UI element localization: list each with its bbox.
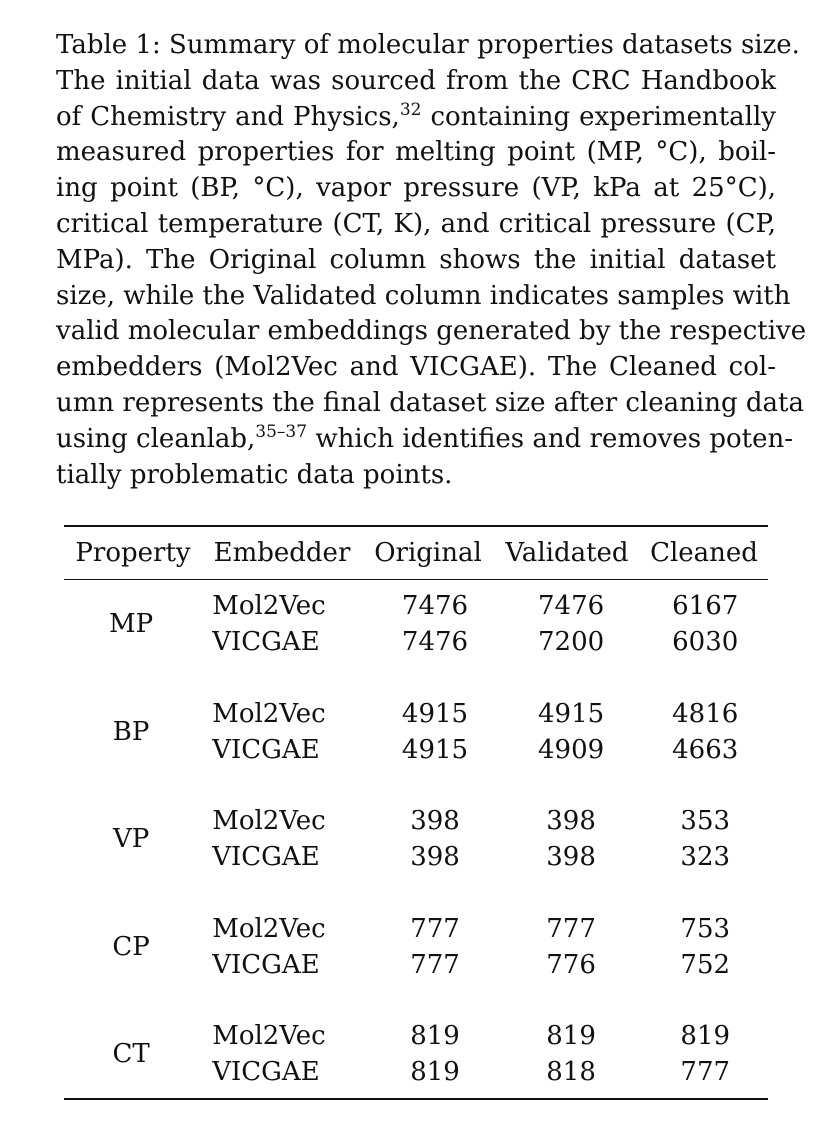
caption-line: umn represents the final dataset size after cleaning data [56, 387, 804, 418]
validated-cell: 398 [546, 806, 596, 837]
embedder-cell: Mol2Vec [212, 913, 326, 944]
header-original: Original [374, 538, 482, 568]
embedder-cell: Mol2Vec [212, 591, 326, 622]
table-caption [56, 28, 807, 493]
embedder-cell: Mol2Vec [212, 806, 326, 837]
header-validated: Validated [505, 538, 629, 568]
citation-superscript: 35–37 [255, 421, 308, 442]
cleaned-cell: 6167 [672, 591, 739, 622]
validated-cell: 818 [546, 1057, 596, 1088]
original-cell: 819 [410, 1057, 460, 1088]
embedder-cell: VICGAE [212, 734, 320, 765]
original-cell: 4915 [401, 698, 469, 729]
validated-cell: 7200 [537, 627, 605, 658]
original-cell: 819 [410, 1021, 460, 1052]
original-cell: 7476 [401, 627, 469, 658]
caption-line: The initial data was sourced from the CRC Handbook [56, 65, 776, 96]
embedder-cell: VICGAE [212, 627, 320, 658]
caption-line: critical temperature (CT, K), and critical pressure (CP, [56, 208, 776, 239]
cleaned-cell: 6030 [672, 627, 739, 658]
original-cell: 4915 [401, 734, 469, 765]
original-cell: 398 [410, 806, 460, 837]
citation-superscript: 32 [399, 99, 422, 120]
original-cell: 7476 [401, 591, 469, 622]
cleaned-cell: 752 [680, 949, 731, 980]
data-table-body [64, 580, 768, 1098]
validated-cell: 398 [546, 842, 596, 873]
table-row [64, 911, 768, 947]
cleaned-cell: 353 [680, 806, 731, 837]
caption-text: which identifies and removes poten- [315, 423, 794, 454]
property-cell: MP [109, 609, 154, 640]
caption-text: using cleanlab, [56, 423, 256, 454]
data-table [64, 527, 768, 579]
bottom-rule [64, 1098, 768, 1100]
embedder-cell: Mol2Vec [212, 698, 326, 729]
original-cell: 777 [410, 949, 460, 980]
property-cell: CP [112, 931, 150, 962]
embedder-cell: VICGAE [212, 1057, 320, 1088]
validated-cell: 4915 [537, 698, 605, 729]
header-property: Property [75, 538, 191, 568]
caption-line [56, 100, 776, 136]
header-row [64, 527, 768, 579]
cleaned-cell: 819 [680, 1021, 731, 1052]
caption-line: Table 1: Summary of molecular properties datasets size. [56, 30, 800, 60]
validated-cell: 777 [546, 913, 596, 944]
caption-line: embedders (Mol2Vec and VICGAE). The Cleaned col- [56, 352, 776, 383]
validated-cell: 7476 [537, 591, 605, 622]
property-cell: BP [112, 716, 150, 747]
caption-line [56, 421, 794, 458]
property-cell: CT [112, 1039, 150, 1070]
property-cell: VP [112, 824, 150, 855]
header-cleaned: Cleaned [650, 538, 758, 568]
table-row [64, 1018, 768, 1054]
caption-line: measured properties for melting point (MP, °C), boil- [56, 137, 776, 168]
caption-line: ing point (BP, °C), vapor pressure (VP, kPa at 25°C), [56, 173, 776, 204]
original-cell: 398 [410, 842, 460, 873]
caption-line: tially problematic data points. [56, 459, 453, 490]
header-embedder: Embedder [213, 538, 351, 568]
embedder-cell: VICGAE [212, 842, 320, 873]
embedder-cell: VICGAE [212, 949, 320, 980]
validated-cell: 819 [546, 1021, 596, 1052]
validated-cell: 4909 [537, 734, 605, 765]
cleaned-cell: 777 [680, 1057, 731, 1088]
table-row [64, 803, 768, 839]
caption-line: size, while the Validated column indicates samples with [56, 280, 791, 311]
cleaned-cell: 4816 [672, 698, 739, 729]
cleaned-cell: 4663 [672, 734, 739, 765]
table-row [64, 588, 768, 624]
validated-cell: 776 [546, 949, 596, 980]
embedder-cell: Mol2Vec [212, 1021, 326, 1052]
table-row [64, 696, 768, 732]
caption-text: containing experimentally [430, 101, 776, 132]
dataset-size-table [64, 525, 768, 1100]
cleaned-cell: 753 [680, 913, 731, 944]
cleaned-cell: 323 [680, 842, 731, 873]
caption-line: MPa). The Original column shows the initial dataset [56, 244, 776, 275]
caption-line: valid molecular embeddings generated by the respective [56, 316, 807, 347]
caption-text: of Chemistry and Physics, [56, 101, 400, 132]
original-cell: 777 [410, 913, 460, 944]
